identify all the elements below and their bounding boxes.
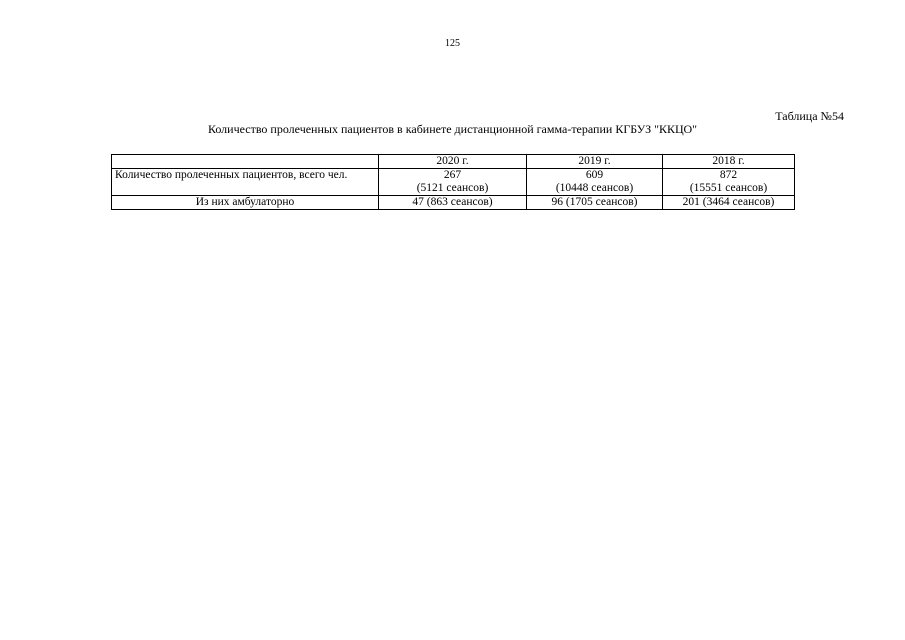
cell-outpatient-2018: 201 (3464 сеансов) — [663, 196, 795, 210]
cell-total-2019-count: 609 — [585, 169, 604, 181]
cell-total-2018-sessions: (15551 сеансов) — [689, 182, 768, 194]
header-corner-cell — [112, 155, 379, 169]
page-number: 125 — [445, 38, 460, 49]
header-year-2018: 2018 г. — [663, 155, 795, 169]
cell-total-2018 — [663, 169, 795, 196]
table-header-row — [112, 155, 795, 169]
header-year-2020: 2020 г. — [379, 155, 527, 169]
cell-outpatient-2020: 47 (863 сеансов) — [379, 196, 527, 210]
cell-total-2019-sessions: (10448 сеансов) — [555, 182, 634, 194]
table-row-outpatient — [112, 196, 795, 210]
table-number-label: Таблица №54 — [775, 109, 844, 123]
cell-total-2020-sessions: (5121 сеансов) — [416, 182, 489, 194]
patients-table — [111, 154, 795, 210]
cell-total-2018-count: 872 — [719, 169, 738, 181]
table-caption: Количество пролеченных пациентов в кабинете дистанционной гамма-терапии КГБУЗ "ККЦО" — [207, 122, 698, 136]
table-row-total-patients — [112, 169, 795, 196]
row-label-total-patients: Количество пролеченных пациентов, всего чел. — [112, 169, 379, 196]
cell-total-2020 — [379, 169, 527, 196]
row-label-outpatient: Из них амбулаторно — [112, 196, 379, 210]
cell-total-2020-count: 267 — [443, 169, 462, 181]
cell-outpatient-2019: 96 (1705 сеансов) — [527, 196, 663, 210]
cell-total-2019 — [527, 169, 663, 196]
header-year-2019: 2019 г. — [527, 155, 663, 169]
